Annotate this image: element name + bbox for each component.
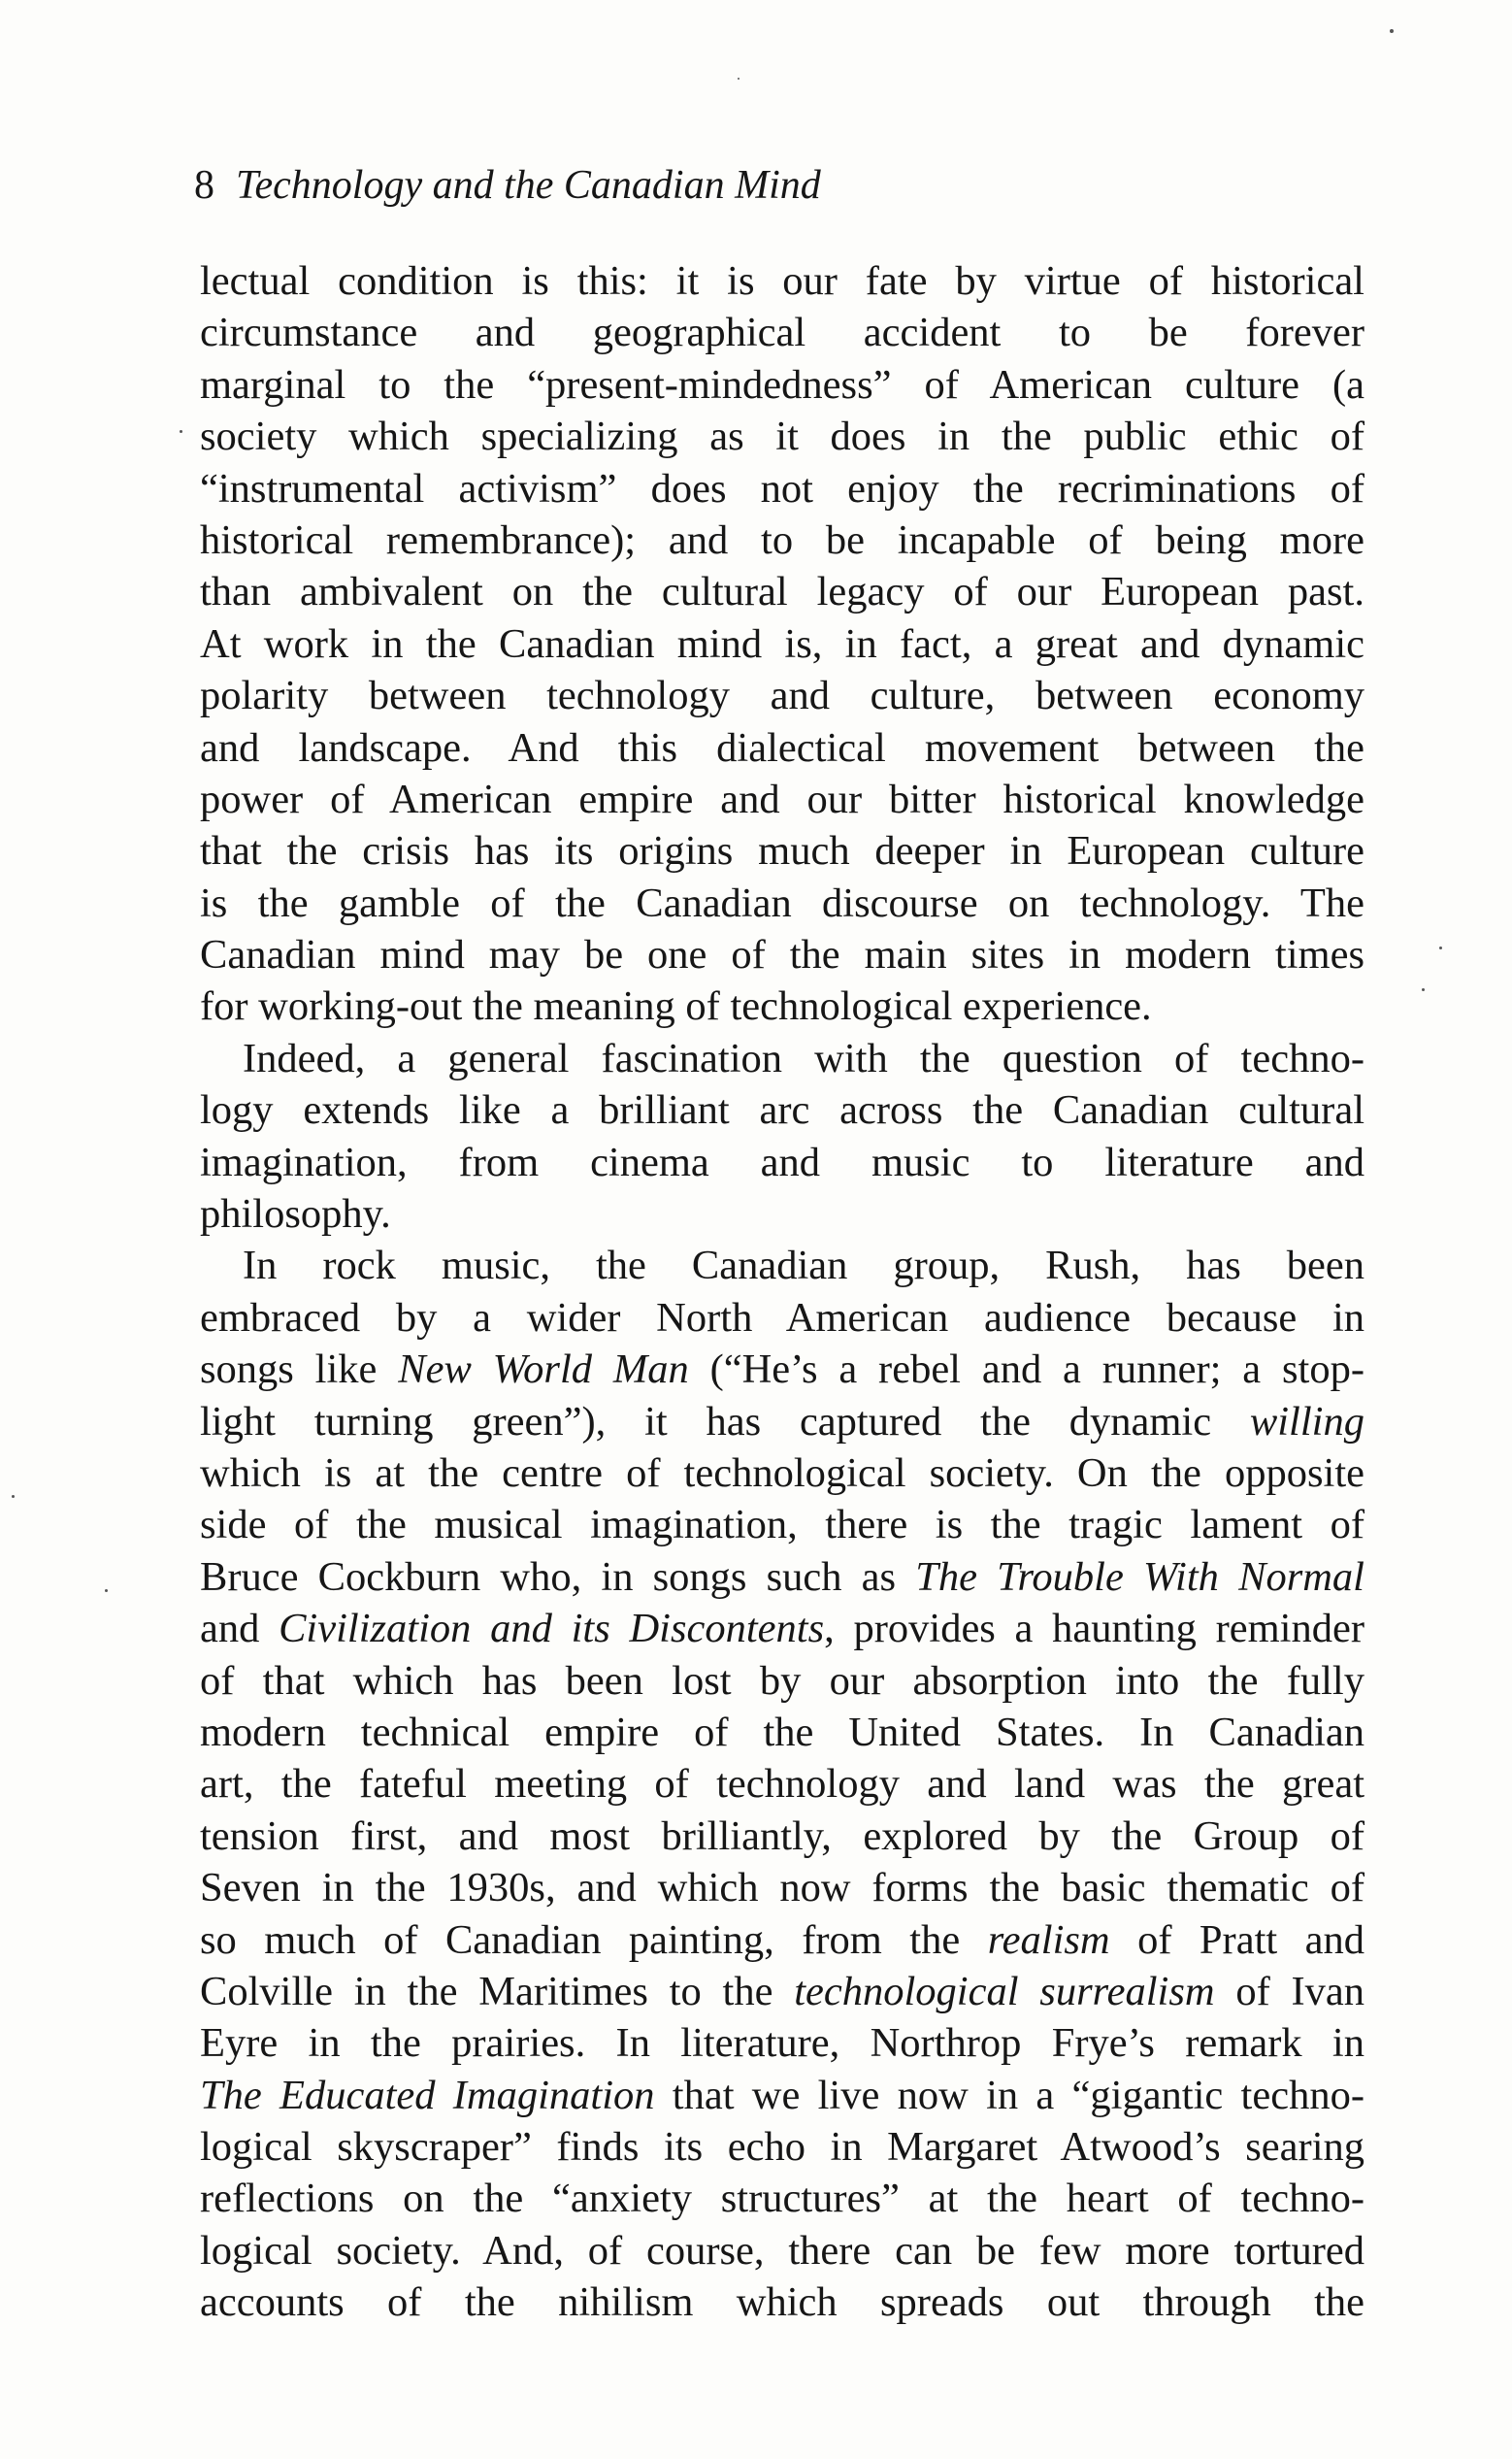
- text-line: for working-out the meaning of technological experience.: [200, 983, 1152, 1030]
- scan-speck: [1422, 988, 1425, 991]
- text-line: marginal to the “present-mindedness” of American culture (a: [200, 361, 1364, 408]
- text-line: than ambivalent on the cultural legacy of our European past.: [200, 569, 1364, 615]
- scan-speck: [1390, 29, 1394, 33]
- page-header: [194, 158, 821, 213]
- scan-speck: [105, 1589, 108, 1592]
- text-line: society which specializing as it does in the public ethic of: [200, 414, 1364, 460]
- running-title: Technology and the Canadian Mind: [236, 163, 821, 208]
- text-line: songs like New World Man (“He’s a rebel and a runner; a stop-: [200, 1346, 1365, 1393]
- text-line: At work in the Canadian mind is, in fact, a great and dynamic: [200, 620, 1364, 667]
- text-line: that the crisis has its origins much deeper in European culture: [200, 828, 1364, 875]
- text-line: so much of Canadian painting, from the realism of Pratt and: [200, 1916, 1364, 1963]
- text-line: light turning green”), it has captured the dynamic willing: [200, 1398, 1364, 1445]
- text-line: In rock music, the Canadian group, Rush, has been: [243, 1243, 1364, 1289]
- text-line: logical society. And, of course, there can be few more tortured: [200, 2227, 1364, 2274]
- text-line: philosophy.: [200, 1191, 391, 1238]
- scan-speck: [12, 1495, 15, 1498]
- emphasis: realism: [987, 1916, 1110, 1963]
- text-line: side of the musical imagination, there is the tragic lament of: [200, 1502, 1364, 1548]
- text-line: and landscape. And this dialectical movement between the: [200, 724, 1364, 771]
- text-line: of that which has been lost by our absorption into the fully: [200, 1657, 1364, 1704]
- text-line: reflections on the “anxiety structures” at the heart of techno-: [200, 2176, 1364, 2222]
- text-line: is the gamble of the Canadian discourse on technology. The: [200, 880, 1364, 926]
- text-line: lectual condition is this: it is our fate by virtue of historical: [200, 258, 1364, 304]
- text-line: Colville in the Maritimes to the technological surrealism of Ivan: [200, 1968, 1365, 2014]
- text-line: Seven in the 1930s, and which now forms the basic thematic of: [200, 1865, 1364, 1911]
- text-line: “instrumental activism” does not enjoy the recriminations of: [200, 465, 1364, 512]
- text-line: polarity between technology and culture, between economy: [200, 673, 1364, 719]
- book-title: The Educated Imagination: [200, 2072, 655, 2118]
- page-number: 8: [194, 163, 214, 208]
- emphasis: willing: [1249, 1398, 1364, 1445]
- text-line: which is at the centre of technological society. On the opposite: [200, 1449, 1364, 1496]
- scan-speck: [738, 78, 740, 80]
- text-line: imagination, from cinema and music to literature and: [200, 1139, 1364, 1185]
- text-line: historical remembrance); and to be incapable of being more: [200, 516, 1364, 563]
- text-line: accounts of the nihilism which spreads out through the: [200, 2279, 1364, 2326]
- text-line: embraced by a wider North American audience because in: [200, 1294, 1364, 1341]
- song-title: The Trouble With Normal: [915, 1553, 1364, 1600]
- text-line: Eyre in the prairies. In literature, Northrop Frye’s remark in: [200, 2020, 1364, 2067]
- text-line: logical skyscraper” finds its echo in Margaret Atwood’s searing: [200, 2124, 1364, 2171]
- text-line: Indeed, a general fascination with the question of techno-: [243, 1035, 1364, 1081]
- body-text: [200, 255, 1364, 2329]
- text-line: Bruce Cockburn who, in songs such as The Trouble With Normal: [200, 1553, 1364, 1600]
- text-line: modern technical empire of the United States. In Canadian: [200, 1709, 1364, 1755]
- emphasis: technological surrealism: [794, 1968, 1215, 2014]
- scan-speck: [180, 430, 182, 433]
- text-line: logy extends like a brilliant arc across the Canadian cultural: [200, 1087, 1364, 1134]
- text-line: power of American empire and our bitter historical knowledge: [200, 776, 1364, 822]
- scan-speck: [1439, 947, 1442, 949]
- text-line: Canadian mind may be one of the main sites in modern times: [200, 932, 1364, 979]
- text-line: art, the fateful meeting of technology and land was the great: [200, 1761, 1364, 1808]
- text-line: The Educated Imagination that we live now in a “gigantic techno-: [200, 2072, 1364, 2118]
- song-title: New World Man: [398, 1346, 689, 1393]
- text-line: tension first, and most brilliantly, explored by the Group of: [200, 1812, 1364, 1859]
- text-line: and Civilization and its Discontents, provides a haunting reminder: [200, 1606, 1364, 1652]
- song-title: Civilization and its Discontents: [279, 1606, 825, 1652]
- text-line: circumstance and geographical accident to be forever: [200, 310, 1364, 356]
